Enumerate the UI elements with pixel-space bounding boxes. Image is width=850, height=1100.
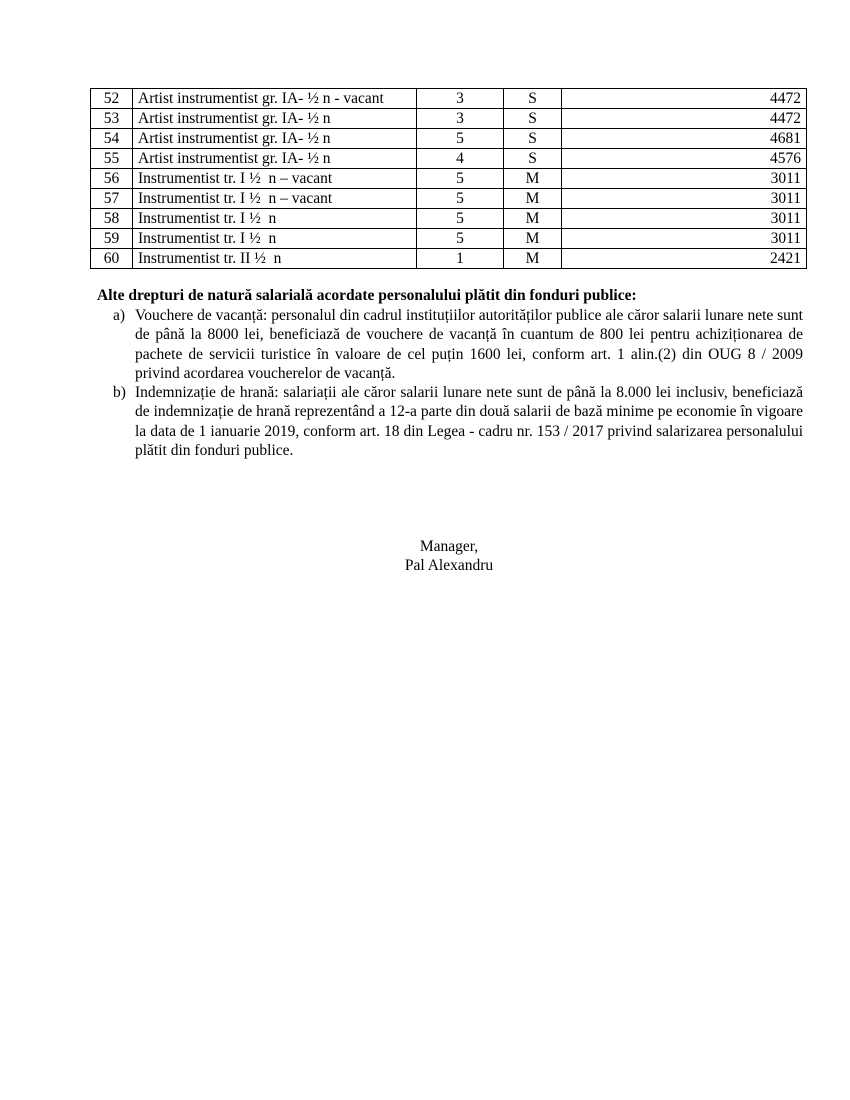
- position-name-cell: Artist instrumentist gr. IA- ½ n: [133, 109, 417, 129]
- grade-cell: 3: [417, 109, 504, 129]
- notes-heading: Alte drepturi de natură salarială acordate personalului plătit din fonduri publice:: [97, 287, 637, 304]
- salary-cell: 3011: [562, 169, 807, 189]
- signature-role: Manager,: [419, 538, 479, 555]
- table-row: [91, 89, 807, 109]
- legal-list-item: [113, 383, 803, 460]
- table-row: [91, 129, 807, 149]
- list-item-text: Indemnizație de hrană: salariații ale căror salarii lunare nete sunt de până la 8.000 lei inclusiv, beneficiază de indemnizație de hrană reprezentând a 12-a parte din două salarii de bază minime pe economie în vigoare la data de 1 ianuarie 2019, conform art. 18 din Legea - cadru nr. 153 / 2017 privind salarizarea personalului plătit din fonduri publice.: [135, 384, 803, 460]
- position-name-cell: Instrumentist tr. I ½ n: [133, 229, 417, 249]
- table-row: [91, 109, 807, 129]
- salary-cell: 3011: [562, 209, 807, 229]
- legal-list: [113, 306, 803, 460]
- education-level-cell: M: [504, 249, 562, 269]
- salary-cell: 3011: [562, 229, 807, 249]
- table-row: [91, 209, 807, 229]
- row-number-cell: 53: [91, 109, 133, 129]
- table-row: [91, 189, 807, 209]
- salary-table: [90, 88, 807, 269]
- row-number-cell: 57: [91, 189, 133, 209]
- education-level-cell: M: [504, 229, 562, 249]
- signature-name: Pal Alexandru: [404, 557, 494, 574]
- row-number-cell: 52: [91, 89, 133, 109]
- row-number-cell: 59: [91, 229, 133, 249]
- education-level-cell: M: [504, 169, 562, 189]
- education-level-cell: S: [504, 129, 562, 149]
- position-name-cell: Artist instrumentist gr. IA- ½ n - vacant: [133, 89, 417, 109]
- list-item-text: Vouchere de vacanță: personalul din cadrul instituțiilor autorităților publice ale căror salarii lunare nete sunt de până la 8000 lei, beneficiază de vouchere de vacanță în cuantum de 800 lei pentru achiziționarea de pachete de servicii turistice în valoare de cel puțin 1600 lei, conform art. 1 alin.(2) din OUG 8 / 2009 privind acordarea voucherelor de vacanță.: [135, 307, 803, 382]
- list-item-marker: a): [113, 307, 126, 324]
- row-number-cell: 60: [91, 249, 133, 269]
- grade-cell: 5: [417, 129, 504, 149]
- grade-cell: 1: [417, 249, 504, 269]
- row-number-cell: 56: [91, 169, 133, 189]
- table-row: [91, 169, 807, 189]
- row-number-cell: 54: [91, 129, 133, 149]
- salary-table-body: [91, 89, 807, 269]
- education-level-cell: S: [504, 109, 562, 129]
- grade-cell: 5: [417, 169, 504, 189]
- table-row: [91, 229, 807, 249]
- salary-cell: 2421: [562, 249, 807, 269]
- education-level-cell: S: [504, 149, 562, 169]
- position-name-cell: Instrumentist tr. I ½ n: [133, 209, 417, 229]
- position-name-cell: Instrumentist tr. I ½ n – vacant: [133, 169, 417, 189]
- row-number-cell: 55: [91, 149, 133, 169]
- education-level-cell: M: [504, 189, 562, 209]
- legal-list-item: [113, 306, 803, 383]
- salary-cell: 4681: [562, 129, 807, 149]
- grade-cell: 5: [417, 209, 504, 229]
- row-number-cell: 58: [91, 209, 133, 229]
- grade-cell: 4: [417, 149, 504, 169]
- salary-cell: 4472: [562, 89, 807, 109]
- salary-cell: 3011: [562, 189, 807, 209]
- grade-cell: 5: [417, 189, 504, 209]
- salary-cell: 4472: [562, 109, 807, 129]
- salary-cell: 4576: [562, 149, 807, 169]
- position-name-cell: Artist instrumentist gr. IA- ½ n: [133, 149, 417, 169]
- table-row: [91, 149, 807, 169]
- table-row: [91, 249, 807, 269]
- grade-cell: 3: [417, 89, 504, 109]
- grade-cell: 5: [417, 229, 504, 249]
- education-level-cell: S: [504, 89, 562, 109]
- position-name-cell: Instrumentist tr. I ½ n – vacant: [133, 189, 417, 209]
- signature-block: [99, 537, 799, 575]
- list-item-marker: b): [113, 384, 126, 402]
- position-name-cell: Artist instrumentist gr. IA- ½ n: [133, 129, 417, 149]
- position-name-cell: Instrumentist tr. II ½ n: [133, 249, 417, 269]
- education-level-cell: M: [504, 209, 562, 229]
